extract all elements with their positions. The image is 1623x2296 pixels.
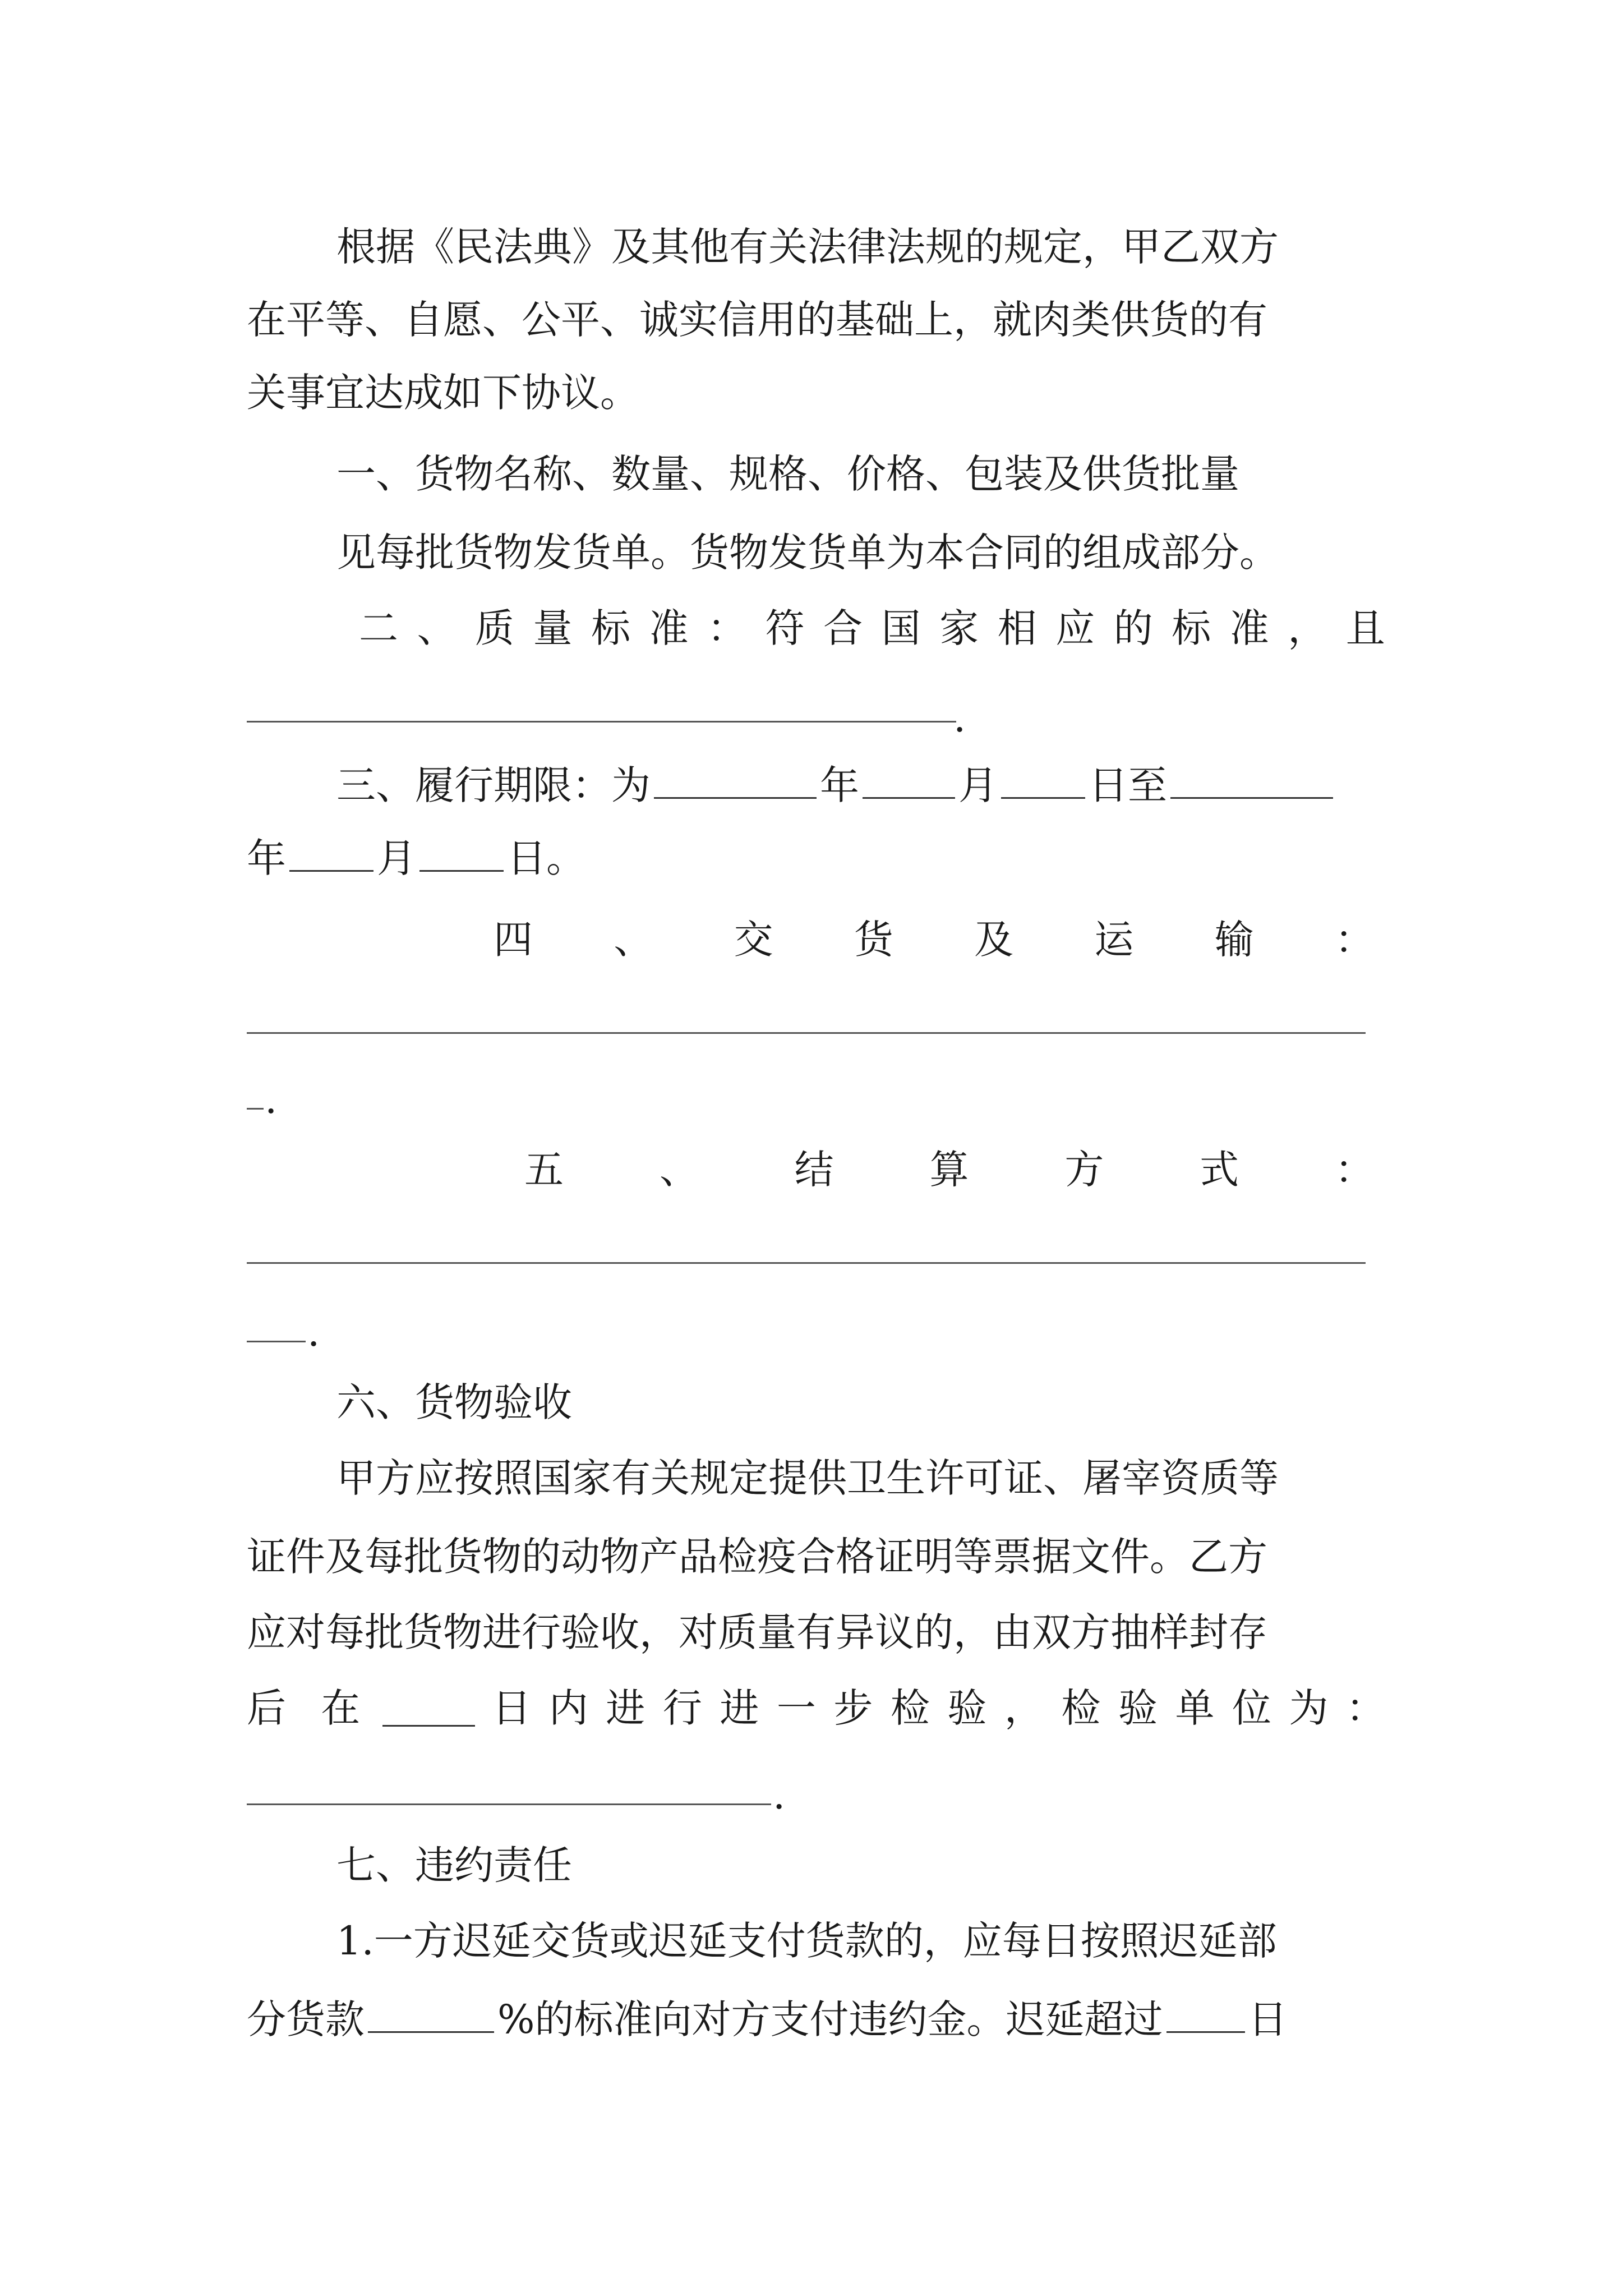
s6-char: ： <box>1346 1685 1385 1731</box>
s4-char: 运 <box>1094 917 1134 963</box>
s5-char: 方 <box>1064 1147 1104 1193</box>
s6-char: 步 <box>833 1685 873 1731</box>
section-4-period: . <box>265 1076 278 1122</box>
s6-prefix: 后 在 <box>247 1685 372 1731</box>
s3-day2-blank <box>419 835 504 872</box>
s6-char: 进 <box>606 1685 645 1731</box>
s5-char: 五 <box>524 1147 564 1193</box>
s6-char: 验 <box>1118 1685 1158 1731</box>
s3-month2-label: 月 <box>377 835 416 881</box>
s2-char: 国 <box>881 605 921 651</box>
s3-month-label: 月 <box>958 762 998 808</box>
s3-label: 三、履行期限：为 <box>336 762 651 808</box>
s2-char: 二 <box>359 605 398 651</box>
section-1-body: 见每批货物发货单。货物发货单为本合同的组成部分。 <box>336 530 1279 576</box>
section-4-blank-2 <box>247 1108 264 1110</box>
s4-char: 输 <box>1214 917 1254 963</box>
s6-spaced-text <box>492 1677 1385 1739</box>
s6-char: 位 <box>1232 1685 1271 1731</box>
section-1-title: 一、货物名称、数量、规格、价格、包装及供货批量 <box>336 451 1239 497</box>
s2-char: 质 <box>475 605 515 651</box>
s6-char: 单 <box>1175 1685 1215 1731</box>
s6-char: 进 <box>720 1685 759 1731</box>
s4-char: 货 <box>854 917 893 963</box>
section-6-blank <box>247 1803 771 1805</box>
section-7-line-1: 1.一方迟延交货或迟延支付货款的，应每日按照迟延部 <box>336 1918 1277 1964</box>
s2-char: ： <box>707 605 747 651</box>
section-7-title: 七、违约责任 <box>336 1842 572 1888</box>
section-7-line-2 <box>247 1989 1385 2050</box>
section-5-blank-1 <box>247 1262 1366 1264</box>
s2-char: 、 <box>417 605 457 651</box>
s2-char: 准 <box>649 605 689 651</box>
intro-line-3: 关事宜达成如下协议。 <box>247 370 639 416</box>
s4-char: 、 <box>614 917 653 963</box>
section-6-line-3: 应对每批货物进行验收，对质量有异议的，由双方抽样封存 <box>247 1609 1267 1655</box>
s2-char: 标 <box>591 605 631 651</box>
s7-prefix: 分货款 <box>247 1996 365 2042</box>
s6-char: 一 <box>776 1685 816 1731</box>
s3-year2-label: 年 <box>247 835 286 881</box>
s6-char: 检 <box>890 1685 930 1731</box>
intro-line-2: 在平等、自愿、公平、诚实信用的基础上，就肉类供货的有 <box>247 297 1267 343</box>
section-2-title <box>359 597 1385 659</box>
s3-month-blank <box>863 762 955 799</box>
section-6-line-2: 证件及每批货物的动物产品检疫合格证明等票据文件。乙方 <box>247 1534 1267 1580</box>
s2-char: 标 <box>1172 605 1211 651</box>
s2-char: 应 <box>1055 605 1095 651</box>
section-5-blank-2 <box>247 1341 306 1342</box>
s6-char: 日 <box>492 1685 532 1731</box>
s6-char: 内 <box>548 1685 588 1731</box>
s4-char: 四 <box>494 917 533 963</box>
section-6-line-1: 甲方应按照国家有关规定提供卫生许可证、屠宰资质等 <box>336 1455 1279 1501</box>
s5-char: ： <box>1334 1147 1374 1193</box>
s5-char: 式 <box>1200 1147 1239 1193</box>
s3-month2-blank <box>289 835 374 872</box>
s3-year2-blank <box>1170 762 1333 799</box>
s2-char: 的 <box>1113 605 1153 651</box>
s7-days-blank <box>1166 1996 1245 2033</box>
section-4-blank-1 <box>247 1032 1366 1034</box>
section-2-period: . <box>953 695 966 741</box>
s6-char: ， <box>1004 1685 1044 1731</box>
section-6-title: 六、货物验收 <box>336 1379 572 1425</box>
section-6-period: . <box>773 1772 786 1818</box>
section-6-line-4 <box>247 1677 1385 1739</box>
s4-char: ： <box>1334 917 1374 963</box>
s6-char: 验 <box>947 1685 987 1731</box>
s2-char: 合 <box>823 605 863 651</box>
s7-middle: %的标准向对方支付违约金。迟延超过 <box>497 1996 1163 2042</box>
s6-days-blank <box>382 1690 475 1727</box>
s2-char: 准 <box>1229 605 1269 651</box>
s6-char: 检 <box>1061 1685 1101 1731</box>
s2-char: 家 <box>939 605 979 651</box>
section-3-line-1 <box>336 754 1385 816</box>
s7-suffix: 日 <box>1248 1996 1288 2042</box>
section-2-blank <box>247 721 956 723</box>
s2-char: 且 <box>1345 605 1385 651</box>
s6-char: 行 <box>662 1685 702 1731</box>
s5-char: 、 <box>659 1147 699 1193</box>
section-5-period: . <box>307 1309 320 1355</box>
section-5-title <box>524 1139 1374 1200</box>
s3-day-label: 日至 <box>1089 762 1167 808</box>
s4-char: 交 <box>734 917 773 963</box>
s7-percent-blank <box>368 1996 494 2033</box>
section-4-title <box>494 909 1374 970</box>
s5-char: 算 <box>929 1147 969 1193</box>
s3-year-label: 年 <box>820 762 859 808</box>
s2-char: 符 <box>765 605 805 651</box>
s3-year-blank <box>654 762 817 799</box>
s3-day-blank <box>1001 762 1085 799</box>
s2-char: 相 <box>997 605 1037 651</box>
s2-char: 量 <box>533 605 573 651</box>
section-3-line-2 <box>247 827 1385 889</box>
s2-char: ， <box>1288 605 1327 651</box>
s6-char: 为 <box>1289 1685 1329 1731</box>
s4-char: 及 <box>974 917 1014 963</box>
s5-char: 结 <box>794 1147 834 1193</box>
s3-day2-label: 日。 <box>507 835 585 881</box>
intro-line-1: 根据《民法典》及其他有关法律法规的规定，甲乙双方 <box>336 224 1279 270</box>
